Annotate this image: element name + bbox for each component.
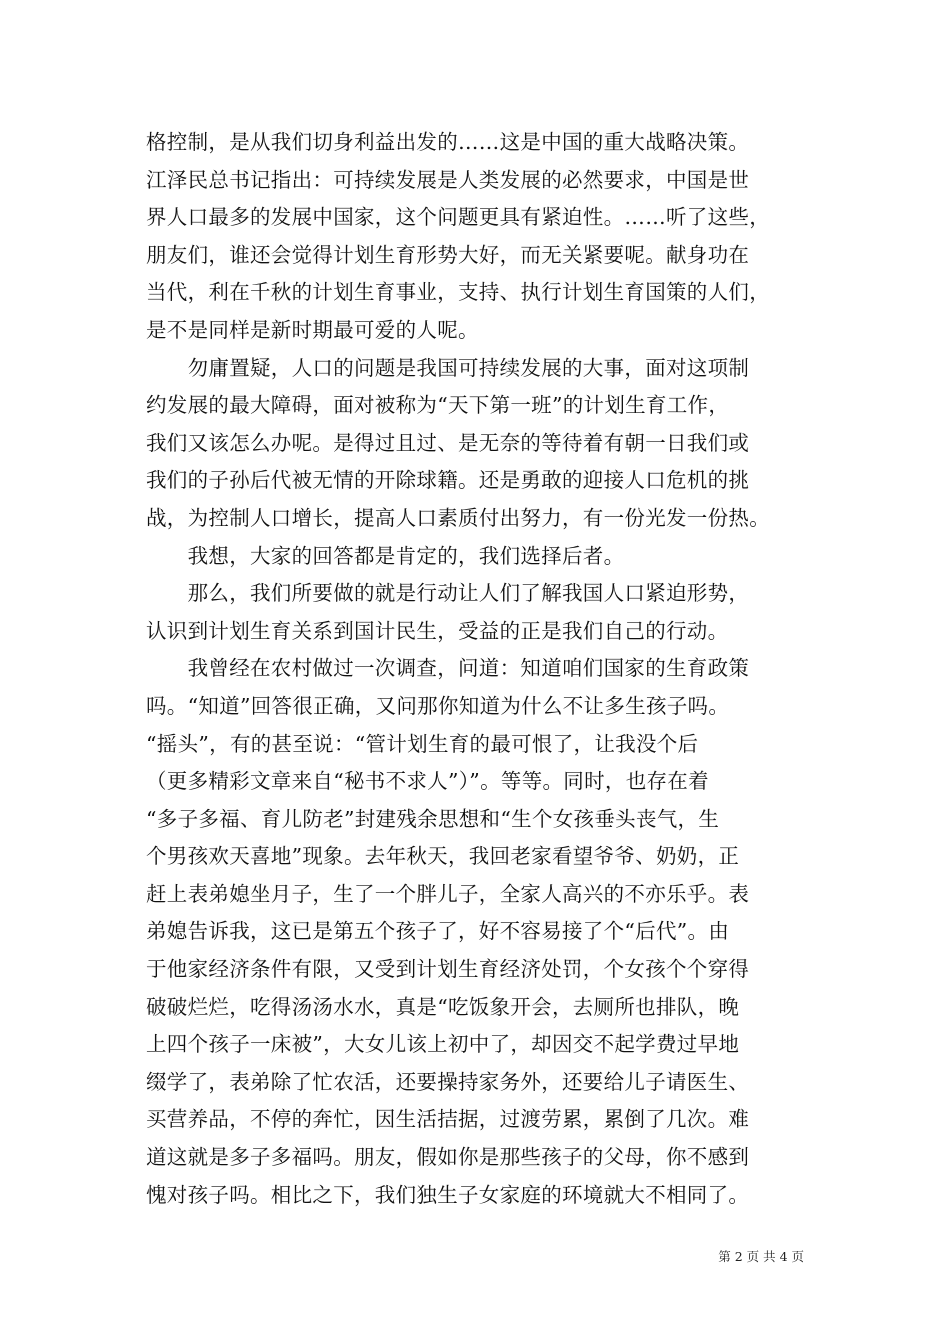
text-line: 破破烂烂，吃得汤汤水水，真是“吃饭象开会，去厕所也排队，晚 (146, 994, 740, 1019)
text-line: 道这就是多子多福吗。朋友，假如你是那些孩子的父母，你不感到 (146, 1145, 750, 1170)
text-line: 约发展的最大障碍，面对被称为“天下第一班”的计划生育工作， (146, 393, 730, 418)
text-line: 我想，大家的回答都是肯定的，我们选择后者。 (146, 543, 625, 568)
text-line: 江泽民总书记指出：可持续发展是人类发展的必然要求，中国是世 (146, 167, 750, 192)
text-line: 我曾经在农村做过一次调查，问道：知道咱们国家的生育政策 (146, 656, 750, 681)
text-line: 缀学了，表弟除了忙农活，还要操持家务外，还要给儿子请医生、 (146, 1069, 750, 1094)
text-line: 我们的子孙后代被无情的开除球籍。还是勇敢的迎接人口危机的挑 (146, 468, 750, 493)
text-line: 界人口最多的发展中国家，这个问题更具有紧迫性。……听了这些， (146, 205, 770, 230)
text-line: 当代，利在千秋的计划生育事业，支持、执行计划生育国策的人们， (146, 280, 770, 305)
text-line: 我们又该怎么办呢。是得过且过、是无奈的等待着有朝一日我们或 (146, 430, 750, 455)
page-number: 第 2 页 共 4 页 (718, 1249, 804, 1264)
text-line: “多子多福、育儿防老”封建残余思想和“生个女孩垂头丧气，生 (146, 806, 720, 831)
text-line: 认识到计划生育关系到国计民生，受益的正是我们自己的行动。 (146, 618, 729, 643)
body-text (146, 124, 828, 1214)
text-line: 吗。“知道”回答很正确，又问那你知道为什么不让多生孩子吗。 (146, 693, 730, 718)
text-line: 买营养品，不停的奔忙，因生活拮据，过渡劳累，累倒了几次。难 (146, 1107, 750, 1132)
text-line: 战，为控制人口增长，提高人口素质付出努力，有一份光发一份热。 (146, 505, 770, 530)
text-line: （更多精彩文章来自“秘书不求人”）”。等等。同时，也存在着 (146, 769, 709, 794)
text-line: 于他家经济条件有限，又受到计划生育经济处罚，个女孩个个穿得 (146, 957, 750, 982)
text-line: “摇头”，有的甚至说：“管计划生育的最可恨了，让我没个后 (146, 731, 699, 756)
text-line: 愧对孩子吗。相比之下，我们独生子女家庭的环境就大不相同了。 (146, 1182, 750, 1207)
text-line: 是不是同样是新时期最可爱的人呢。 (146, 317, 479, 342)
text-line: 那么，我们所要做的就是行动让人们了解我国人口紧迫形势， (146, 581, 750, 606)
text-line: 格控制，是从我们切身利益出发的……这是中国的重大战略决策。 (146, 130, 750, 154)
text-line: 弟媳告诉我，这已是第五个孩子了，好不容易接了个“后代”。由 (146, 919, 730, 944)
text-line: 赶上表弟媳坐月子，生了一个胖儿子，全家人高兴的不亦乐乎。表 (146, 881, 750, 906)
text-line: 上四个孩子一床被”，大女儿该上初中了，却因交不起学费过早地 (146, 1032, 740, 1057)
text-line: 勿庸置疑，人口的问题是我国可持续发展的大事，面对这项制 (146, 355, 750, 380)
text-line: 个男孩欢天喜地”现象。去年秋天，我回老家看望爷爷、奶奶，正 (146, 844, 740, 869)
text-line: 朋友们，谁还会觉得计划生育形势大好，而无关紧要呢。献身功在 (146, 242, 750, 267)
